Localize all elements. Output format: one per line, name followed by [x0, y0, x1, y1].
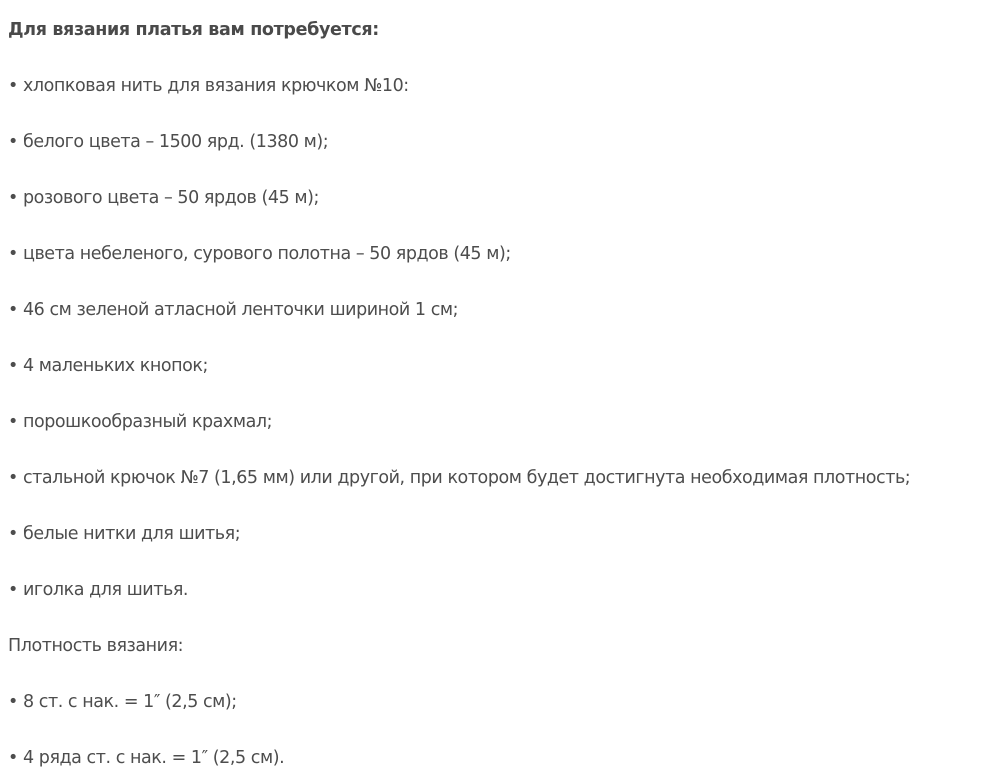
material-item: • белого цвета – 1500 ярд. (1380 м);: [8, 132, 329, 152]
material-item: • стальной крючок №7 (1,65 мм) или другой, при котором будет достигнута необходимая плотность;: [8, 468, 911, 488]
gauge-item: • 8 ст. с нак. = 1″ (2,5 см);: [8, 692, 237, 712]
material-item: • порошкообразный крахмал;: [8, 412, 273, 432]
gauge-heading: Плотность вязания:: [8, 636, 184, 656]
material-item: • белые нитки для шитья;: [8, 524, 241, 544]
materials-heading: Для вязания платья вам потребуется:: [8, 20, 379, 40]
material-item: • цвета небеленого, сурового полотна – 50 ярдов (45 м);: [8, 244, 511, 264]
material-item: • 4 маленьких кнопок;: [8, 356, 208, 376]
material-item: • иголка для шитья.: [8, 580, 189, 600]
material-item: • хлопковая нить для вязания крючком №10:: [8, 76, 409, 96]
material-item: • 46 см зеленой атласной ленточки шириной 1 см;: [8, 300, 459, 320]
gauge-item: • 4 ряда ст. с нак. = 1″ (2,5 см).: [8, 748, 285, 768]
material-item: • розового цвета – 50 ярдов (45 м);: [8, 188, 319, 208]
